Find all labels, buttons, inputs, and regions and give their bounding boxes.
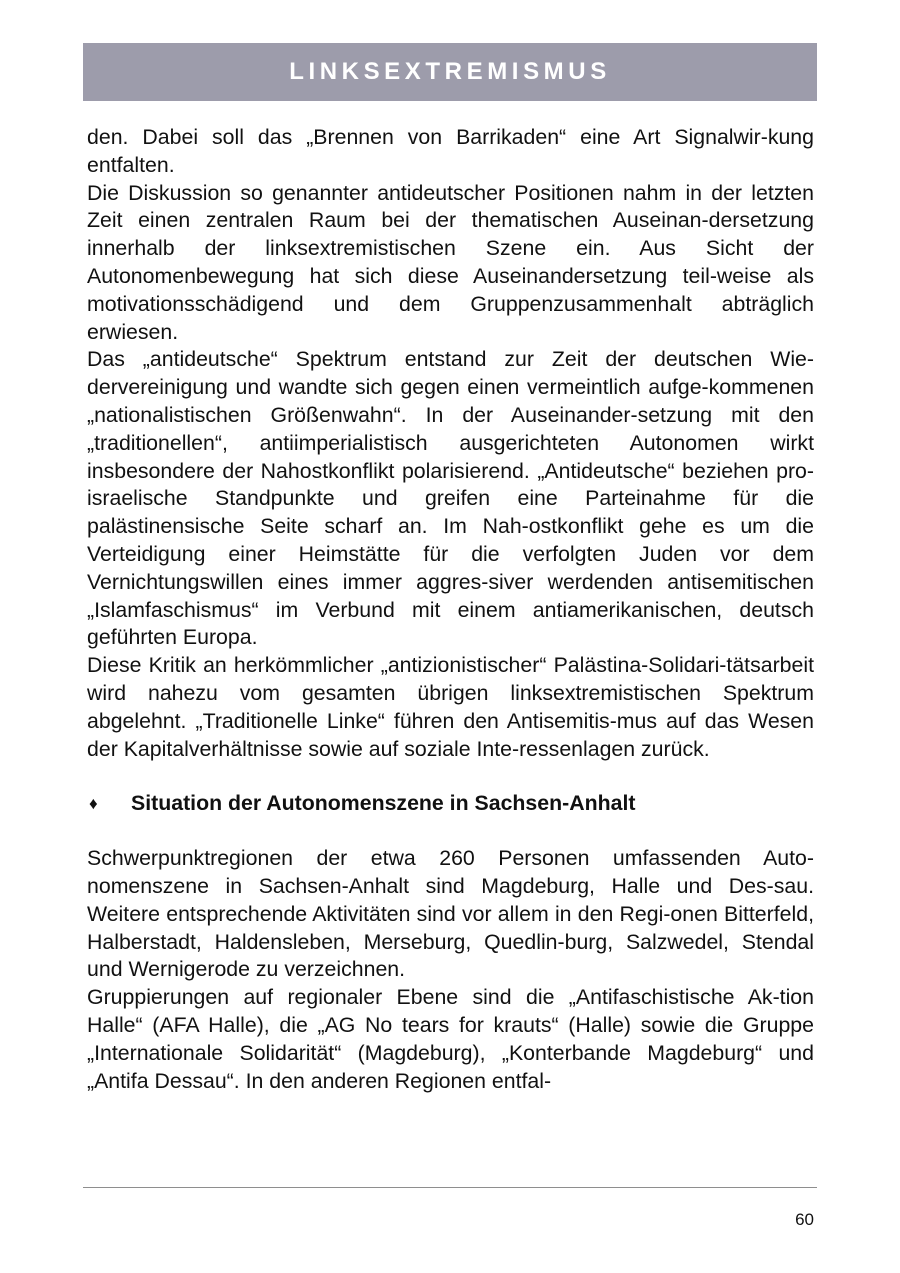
header-bar <box>83 43 817 101</box>
diamond-bullet-icon: ♦ <box>89 794 98 814</box>
page-number: 60 <box>795 1210 814 1229</box>
paragraph: Das „antideutsche“ Spektrum entstand zur Zeit der deutschen Wie-dervereinigung und wandte sich gegen einen vermeintlich aufge-kommenen „nationalistischen Größenwahn“. In der Auseinander-setzung mit den „traditionellen“, antiimperialistisch ausgerichteten Autonomen wirkt insbesondere der Nahostkonflikt polarisierend. „Antideutsche“ beziehen pro-israelische Standpunkte und greifen eine Parteinahme für die palästinensische Seite scharf an. Im Nah-ostkonflikt gehe es um die Verteidigung einer Heimstätte für die verfolgten Juden vor dem Vernichtungswillen eines immer aggres-siver werdenden antisemitischen „Islamfaschismus“ im Verbund mit einem antiamerikanischen, deutsch geführten Europa. <box>87 347 814 650</box>
paragraph: Diese Kritik an herkömmlicher „antizionistischer“ Palästina-Solidari-tätsarbeit wird nahezu vom gesamten übrigen linksextremistischen Spektrum abgelehnt. „Traditionelle Linke“ führen den Antisemitis-mus auf das Wesen der Kapitalverhältnisse sowie auf soziale Inte-ressenlagen zurück. <box>87 653 814 761</box>
body-text <box>87 124 814 1095</box>
section-heading <box>87 790 814 818</box>
paragraph: Gruppierungen auf regionaler Ebene sind die „Antifaschistische Ak-tion Halle“ (AFA Halle), die „AG No tears for krauts“ (Halle) sowie die Gruppe „Internationale Solidarität“ (Magdeburg), „Konterbande Magdeburg“ und „Antifa Dessau“. In den anderen Regionen entfal- <box>87 985 814 1093</box>
paragraph: den. Dabei soll das „Brennen von Barrikaden“ eine Art Signalwir-kung entfalten. <box>87 125 814 177</box>
header-title: LINKSEXTREMISMUS <box>289 58 611 85</box>
footer-divider <box>83 1187 817 1188</box>
paragraph: Schwerpunktregionen der etwa 260 Personen umfassenden Auto-nomenszene in Sachsen-Anhalt sind Magdeburg, Halle und Des-sau. Weitere entsprechende Aktivitäten sind vor allem in den Regi-onen Bitterfeld, Halberstadt, Haldensleben, Merseburg, Quedlin-burg, Salzwedel, Stendal und Wernigerode zu verzeichnen. <box>87 846 814 982</box>
paragraph: Die Diskussion so genannter antideutscher Positionen nahm in der letzten Zeit einen zentralen Raum bei der thematischen Auseinan-dersetzung innerhalb der linksextremistischen Szene ein. Aus Sicht der Autonomenbewegung hat sich diese Auseinandersetzung teil-weise als motivationsschädigend und dem Gruppenzusammenhalt abträglich erwiesen. <box>87 180 814 344</box>
section-heading-text: Situation der Autonomenszene in Sachsen-Anhalt <box>131 791 636 816</box>
